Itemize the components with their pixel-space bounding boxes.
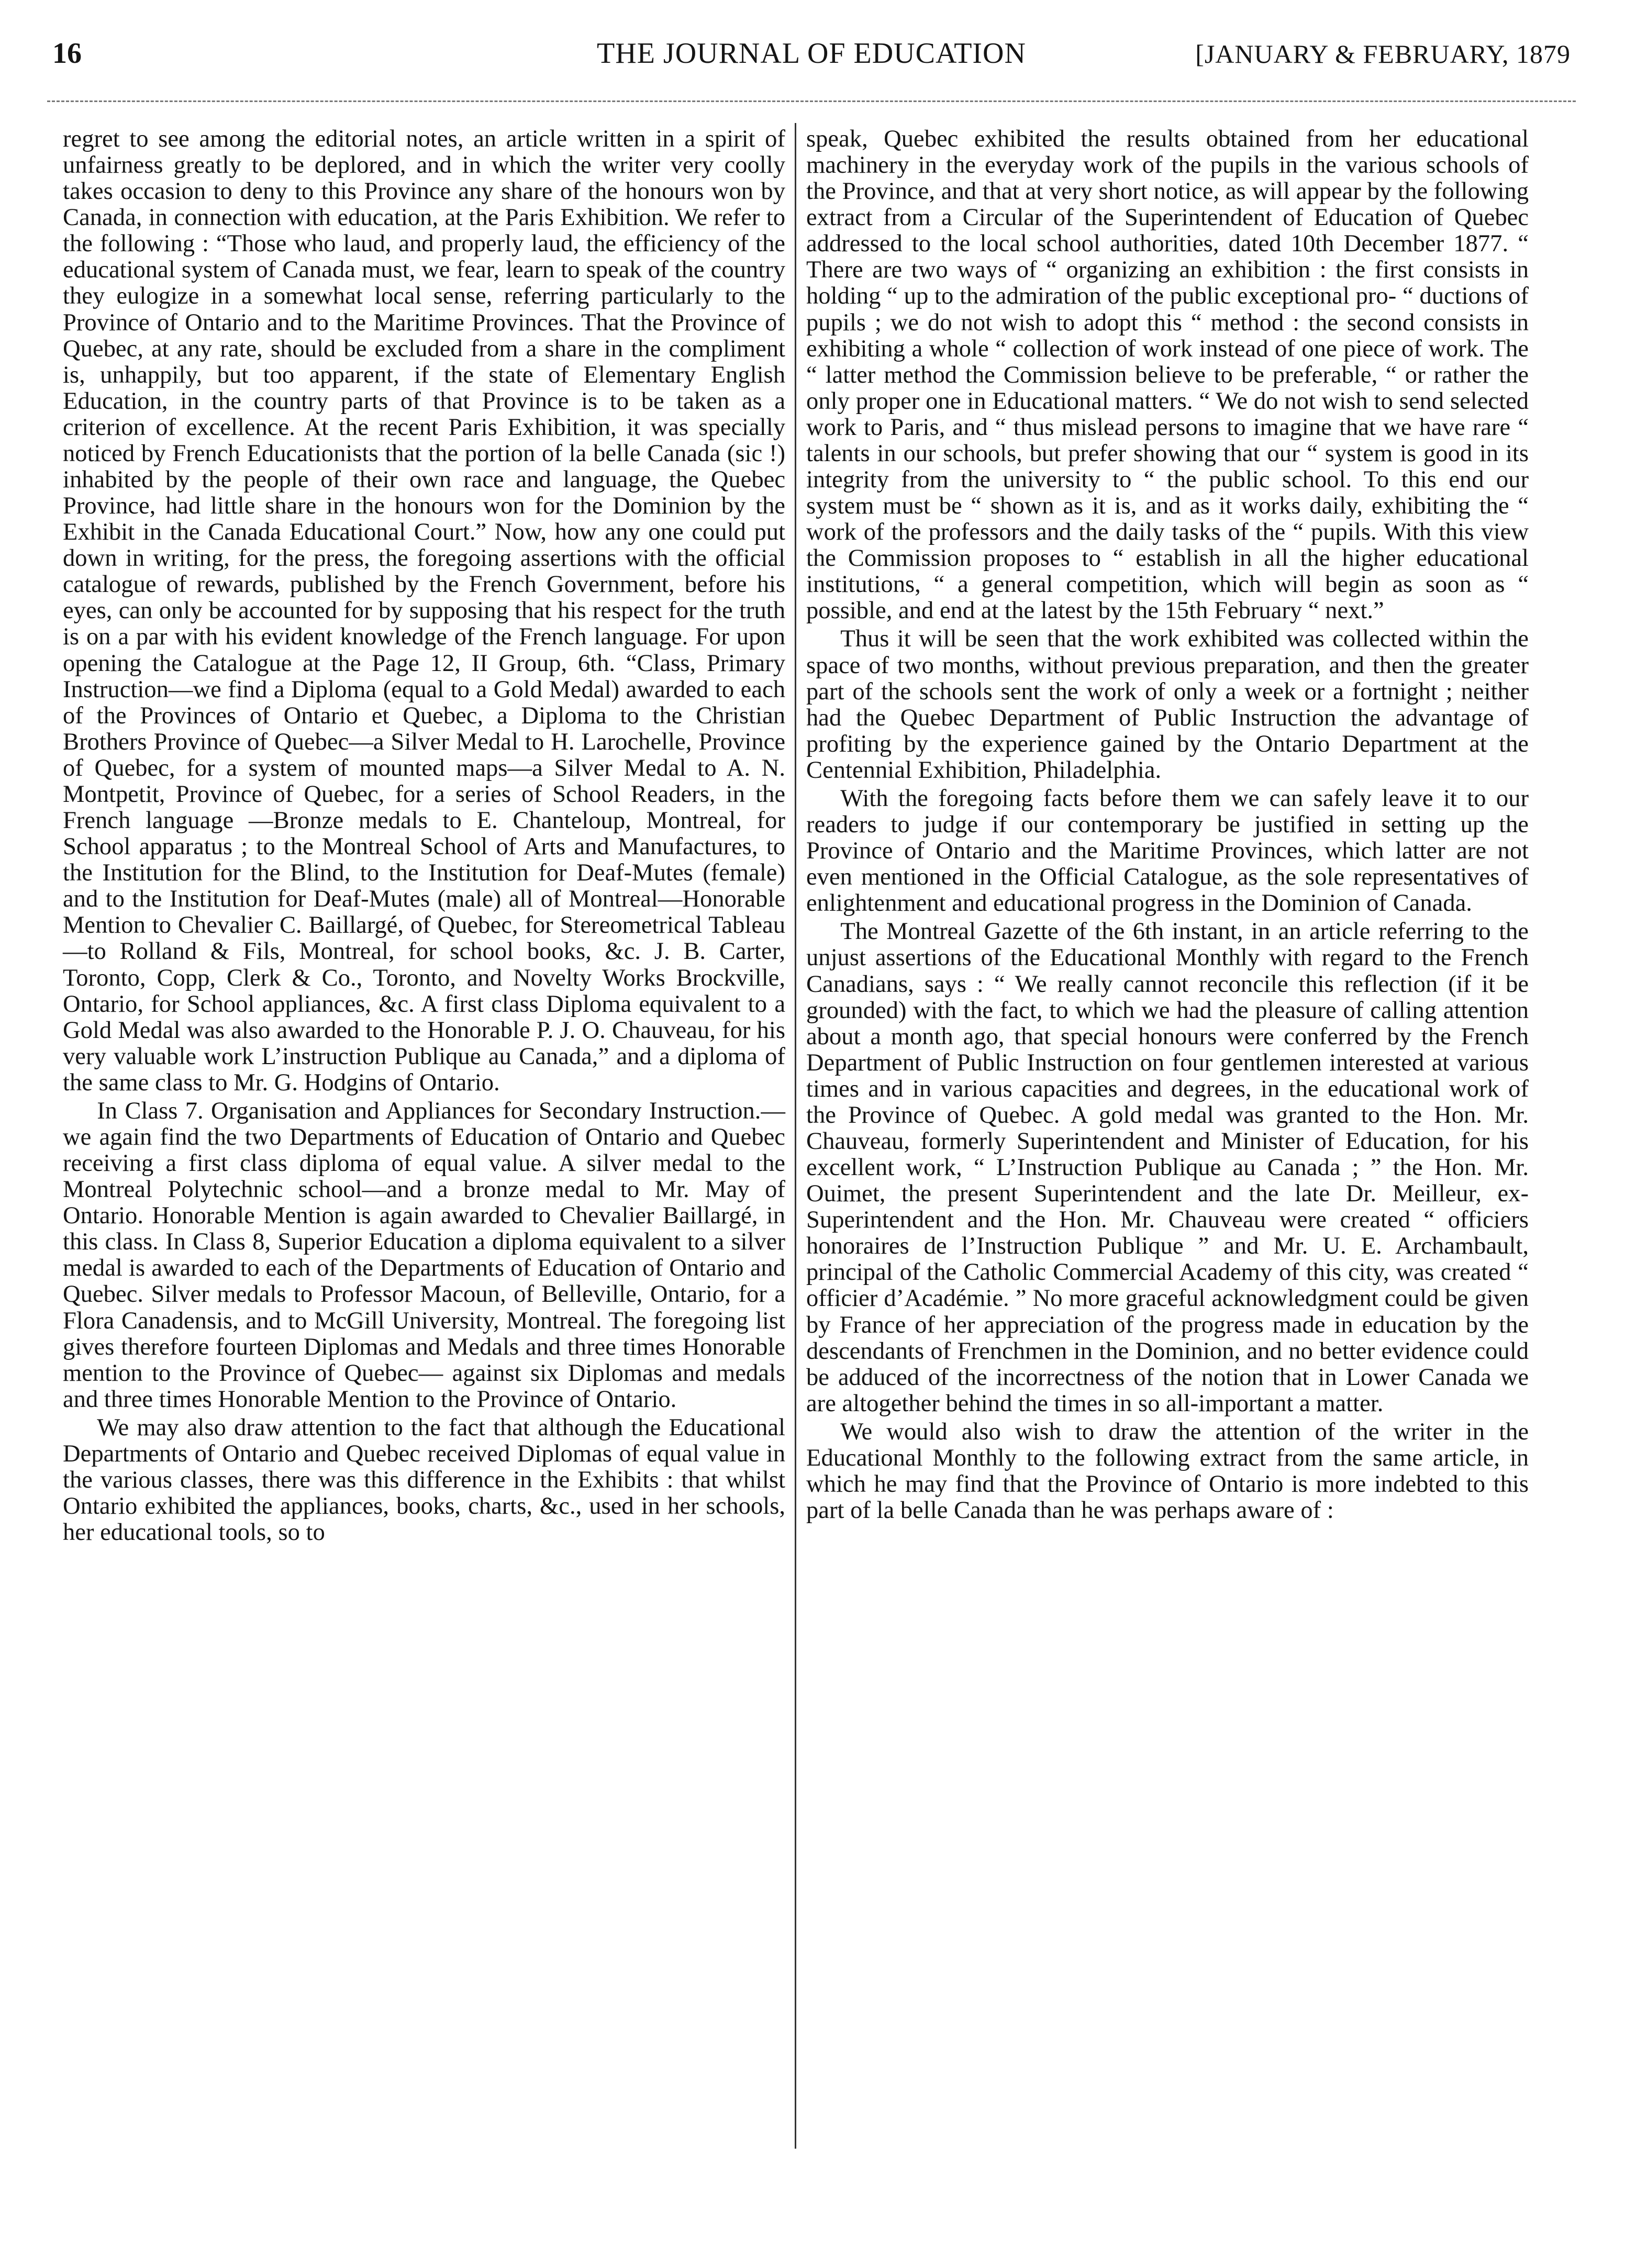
paragraph: With the foregoing facts before them we can safely leave it to our readers to judge if our contemporary be justified in setting up the Province of Ontario and the Maritime Provinces, which latter are not even mentioned in the Official Catalogue, as the sole representatives of enlightenment and educational progress in the Dominion of Canada. xyxy=(806,784,1529,917)
left-column xyxy=(63,126,785,1547)
running-title: THE JOURNAL OF EDUCATION xyxy=(597,37,1026,70)
page-number: 16 xyxy=(52,37,82,70)
issue-date: [JANUARY & FEBRUARY, 1879 xyxy=(1195,39,1571,69)
paragraph: In Class 7. Organisation and Appliances for Secondary Instruction.—we again find the two Departments of Education of Ontario and Quebec receiving a first class diploma of equal value. A silver medal to the Montreal Polytechnic school—and a bronze medal to Mr. May of Ontario. Honorable Mention is again awarded to Chevalier Baillargé, in this class. In Class 8, Superior Education a diploma equivalent to a silver medal is awarded to each of the Departments of Education of Ontario and Quebec. Silver medals to Professor Macoun, of Belleville, Ontario, for a Flora Canadensis, and to McGill University, Montreal. The foregoing list gives therefore fourteen Diplomas and Medals and three times Honorable mention to the Province of Quebec— against six Diplomas and medals and three times Honorable Mention to the Province of Ontario. xyxy=(63,1097,785,1413)
page-header xyxy=(52,37,1571,79)
paragraph: speak, Quebec exhibited the results obtained from her educational machinery in the everyday work of the pupils in the various schools of the Province, and that at very short notice, as will appear by the following extract from a Circular of the Superintendent of Education of Quebec addressed to the local school authorities, dated 10th December 1877. “ There are two ways of “ organizing an exhibition : the first consists in holding “ up to the admiration of the public exceptional pro- “ ductions of pupils ; we do not wish to adopt this “ method : the second consists in exhibiting a whole “ collection of work instead of one piece of work. The “ latter method the Commission believe to be preferable, “ or rather the only proper one in Educational matters. “ We do not wish to send selected work to Paris, and “ thus mislead persons to imagine that we have rare “ talents in our schools, but prefer showing that our “ system is good in its integrity from the university to “ the public school. To this end our system must be “ shown as it is, and as it works daily, exhibiting the “ work of the professors and the daily tasks of the “ pupils. With this view the Commission proposes to “ establish in all the higher educational institutions, “ a general competition, which will begin as soon as “ possible, and end at the latest by the 15th February “ next.” xyxy=(806,125,1529,624)
paragraph: We may also draw attention to the fact that although the Educational Departments of Ontario and Quebec received Diplomas of equal value in the various classes, there was this difference in the Exhibits : that whilst Ontario exhibited the appliances, books, charts, &c., used in her schools, her educational tools, so to xyxy=(63,1413,785,1546)
paragraph: regret to see among the editorial notes, an article written in a spirit of unfairness greatly to be deplored, and in which the writer very coolly takes occasion to deny to this Province any share of the honours won by Canada, in connection with education, at the Paris Exhibition. We refer to the following : “Those who laud, and properly laud, the efficiency of the educational system of Canada must, we fear, learn to speak of the country they eulogize in a somewhat local sense, referring particularly to the Province of Ontario and to the Maritime Provinces. That the Province of Quebec, at any rate, should be excluded from a share in the compliment is, unhappily, but too apparent, if the state of Elementary English Education, in the country parts of that Province is to be taken as a criterion of excellence. At the recent Paris Exhibition, it was specially noticed by French Educationists that the portion of la belle Canada (sic !) inhabited by the people of their own race and language, the Quebec Province, had little share in the honours won for the Dominion by the Exhibit in the Canada Educational Court.” Now, how any one could put down in writing, for the press, the foregoing assertions with the official catalogue of rewards, published by the French Government, before his eyes, can only be accounted for by supposing that his respect for the truth is on a par with his evident knowledge of the French language. For upon opening the Catalogue at the Page 12, II Group, 6th. “Class, Primary Instruction—we find a Diploma (equal to a Gold Medal) awarded to each of the Provinces of Ontario et Quebec, a Diploma to the Christian Brothers Province of Quebec—a Silver Medal to H. Larochelle, Province of Quebec, for a system of mounted maps—a Silver Medal to A. N. Montpetit, Province of Quebec, for a series of School Readers, in the French language —Bronze medals to E. Chanteloup, Montreal, for School apparatus ; to the Montreal School of Arts and Manufactures, to the Institution for the Blind, to the Institution for Deaf-Mutes (female) and to the Institution for Deaf-Mutes (male) all of Montreal—Honorable Mention to Chevalier C. Baillargé, of Quebec, for Stereometrical Tableau—to Rolland & Fils, Montreal, for school books, &c. J. B. Carter, Toronto, Copp, Clerk & Co., Toronto, and Novelty Works Brockville, Ontario, for School appliances, &c. A first class Diploma equivalent to a Gold Medal was also awarded to the Honorable P. J. O. Chauveau, for his very valuable work L’instruction Publique au Canada,” and a diploma of the same class to Mr. G. Hodgins of Ontario. xyxy=(63,125,785,1096)
paragraph: We would also wish to draw the attention of the writer in the Educational Monthly to the following extract from the same article, in which he may find that the Province of Ontario is more indebted to this part of la belle Canada than he was perhaps aware of : xyxy=(806,1417,1529,1524)
paragraph: Thus it will be seen that the work exhibited was collected within the space of two months, without previous preparation, and then the greater part of the schools sent the work of only a week or a fortnight ; neither had the Quebec Department of Public Instruction the advantage of profiting by the experience gained by the Ontario Department at the Centennial Exhibition, Philadelphia. xyxy=(806,625,1529,784)
column-divider xyxy=(795,123,796,2149)
header-rule xyxy=(47,100,1576,102)
right-column xyxy=(806,126,1529,1525)
paragraph: The Montreal Gazette of the 6th instant, in an article referring to the unjust assertions of the Educational Monthly with regard to the French Canadians, says : “ We really cannot reconcile this reflection (if it be grounded) with the fact, to which we had the pleasure of calling attention about a month ago, that special honours were conferred by the French Department of Public Instruction on four gentlemen interested at various times and in various capacities and degrees, in the educational work of the Province of Quebec. A gold medal was granted to the Hon. Mr. Chauveau, formerly Superintendent and Minister of Education, for his excellent work, “ L’Instruction Publique au Canada ; ” the Hon. Mr. Ouimet, the present Superintendent and the late Dr. Meilleur, ex-Superintendent and the Hon. Mr. Chauveau were created “ officiers honoraires de l’Instruction Publique ” and Mr. U. E. Archambault, principal of the Catholic Commercial Academy of this city, was created “ officier d’Académie. ” No more graceful acknowledgment could be given by France of her appreciation of the progress made in education by the descendants of Frenchmen in the Dominion, and no better evidence could be adduced of the incorrectness of the notion that in Lower Canada we are altogether behind the times in so all-important a matter. xyxy=(806,918,1529,1417)
